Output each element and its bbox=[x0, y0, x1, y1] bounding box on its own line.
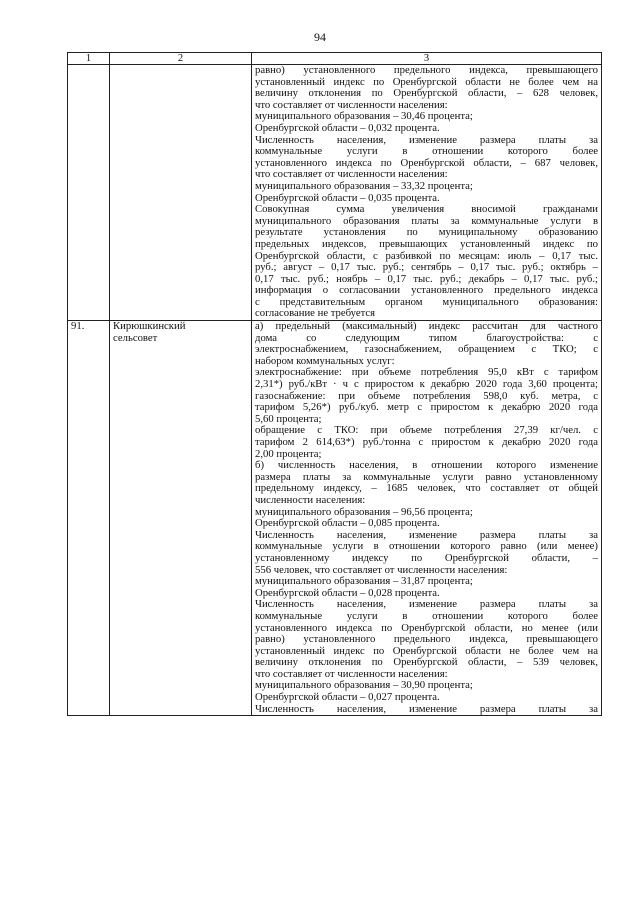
text-line: муниципального образования – 30,90 процента; bbox=[255, 679, 473, 692]
text-line: с представительным органом муниципального образования: bbox=[255, 295, 598, 308]
text-line: газоснабжение: при объеме потребления 598,0 куб. метра, с bbox=[255, 389, 598, 402]
text-line: величину отклонения по Оренбургской области, – 539 человек, bbox=[255, 656, 598, 669]
text-line: Оренбургской области – 0,035 процента. bbox=[255, 191, 440, 204]
header-col-3: 3 bbox=[252, 53, 602, 65]
text-line: Оренбургской области – 0,027 процента. bbox=[255, 691, 440, 704]
text-line: информация о согласовании установленного предельного индекса bbox=[255, 284, 598, 297]
text-line: величину отклонения по Оренбургской области, – 628 человек, bbox=[255, 87, 598, 100]
text-line: установленному индексу по Оренбургской области, – bbox=[255, 551, 598, 564]
row-number-cell: 91. bbox=[68, 321, 110, 716]
text-line: Численность населения, изменение размера платы за bbox=[255, 133, 598, 146]
municipality-name-line: Кирюшкинский bbox=[113, 320, 186, 333]
text-line: а) предельный (максимальный) индекс рассчитан для частного bbox=[255, 320, 598, 333]
text-line: 2,00 процента; bbox=[255, 447, 322, 460]
text-line: Совокупная сумма увеличения вносимой гражданами bbox=[255, 203, 598, 216]
text-line: 0,17 тыс. руб.; ноябрь – 0,17 тыс. руб.; декабрь – 0,17 тыс. руб.; bbox=[255, 272, 598, 285]
text-line: тарифом 2 614,63*) руб./тонна с приростом к декабрю 2020 года bbox=[255, 436, 598, 448]
text-line: электроснабжение: при объеме потребления 95,0 кВт с тарифом bbox=[255, 366, 598, 379]
description-cell bbox=[252, 321, 602, 716]
text-line: Оренбургской области – 0,032 процента. bbox=[255, 121, 440, 134]
table-row-91 bbox=[68, 321, 602, 716]
description-cell bbox=[252, 65, 602, 321]
text-line: Оренбургской области – 0,085 процента. bbox=[255, 517, 440, 530]
text-line: Численность населения, изменение размера платы за bbox=[255, 598, 598, 611]
text-line: тарифом 5,26*) руб./куб. метр с приростом к декабрю 2020 года bbox=[255, 401, 598, 414]
text-line: установленный индекс по Оренбургской области не более чем на bbox=[255, 75, 598, 88]
text-line: что составляет от численности населения: bbox=[255, 168, 448, 181]
text-line: дома со следующим типом благоустройства: с bbox=[255, 331, 598, 344]
text-line: Численность населения, изменение размера платы за bbox=[255, 702, 598, 715]
text-line: набором коммунальных услуг: bbox=[255, 354, 395, 367]
header-col-2: 2 bbox=[110, 53, 252, 65]
text-line: что составляет от численности населения: bbox=[255, 667, 448, 680]
text-line: коммунальные услуги в отношении которого более bbox=[255, 145, 598, 158]
text-line: муниципального образования – 33,32 процента; bbox=[255, 179, 473, 192]
text-line: 2,31*) руб./кВт · ч с приростом к декабрю 2020 года 3,60 процента; bbox=[255, 378, 598, 391]
header-col-1: 1 bbox=[68, 53, 110, 65]
text-line: равно) установленного предельного индекса, превышающего bbox=[255, 64, 598, 76]
text-line: предельных индексов, превышающих установленный индекс по bbox=[255, 237, 598, 250]
text-line: численности населения: bbox=[255, 493, 366, 506]
text-line: коммунальные услуги в отношении которого равно (или менее) bbox=[255, 540, 598, 553]
text-line: б) численность населения, в отношении которого изменение bbox=[255, 459, 598, 472]
text-line: согласование не требуется bbox=[255, 307, 376, 320]
text-line: коммунальные услуги в отношении которого более bbox=[255, 609, 598, 622]
municipal-index-table bbox=[67, 52, 602, 716]
text-line: установленный индекс по Оренбургской области не более чем на bbox=[255, 644, 598, 657]
text-line: Численность населения, изменение размера платы за bbox=[255, 528, 598, 541]
municipality-name-cell bbox=[110, 321, 252, 716]
text-line: установленного индекса по Оренбургской области, но менее (или bbox=[255, 621, 598, 634]
text-line: установленного индекса по Оренбургской области, – 687 человек, bbox=[255, 156, 598, 169]
municipality-name-line: сельсовет bbox=[113, 331, 158, 344]
text-line: 5,60 процента; bbox=[255, 412, 322, 425]
text-line: результате установления по муниципальному образованию bbox=[255, 226, 598, 239]
text-line: руб.; август – 0,17 тыс. руб.; сентябрь – 0,17 тыс. руб.; октябрь – bbox=[255, 261, 598, 274]
table-row-continued bbox=[68, 65, 602, 321]
text-line: Оренбургской области – 0,028 процента. bbox=[255, 586, 440, 599]
text-line: размера платы за коммунальные услуги равно установленному bbox=[255, 470, 598, 483]
text-line: электроснабжением, газоснабжением, обращением с ТКО; с bbox=[255, 343, 598, 356]
page-number: 94 bbox=[314, 30, 326, 44]
text-line: 556 человек, что составляет от численности населения: bbox=[255, 563, 508, 576]
text-line: равно) установленного предельного индекса, превышающего bbox=[255, 633, 598, 646]
text-line: муниципального образования платы за коммунальные услуги в bbox=[255, 214, 598, 227]
text-line: Оренбургской области, с разбивкой по месяцам: июль – 0,17 тыс. bbox=[255, 249, 598, 262]
text-line: муниципального образования – 31,87 процента; bbox=[255, 575, 473, 588]
text-line: обращение с ТКО: при объеме потребления 27,39 кг/чел. с bbox=[255, 424, 598, 437]
text-line: муниципального образования – 30,46 процента; bbox=[255, 110, 473, 123]
row-number-cell bbox=[68, 65, 110, 321]
text-line: что составляет от численности населения: bbox=[255, 98, 448, 111]
municipality-name-cell bbox=[110, 65, 252, 321]
table-header-row bbox=[68, 53, 602, 65]
text-line: предельному индексу, – 1685 человек, что составляет от общей bbox=[255, 482, 598, 495]
text-line: муниципального образования – 96,56 процента; bbox=[255, 505, 473, 518]
